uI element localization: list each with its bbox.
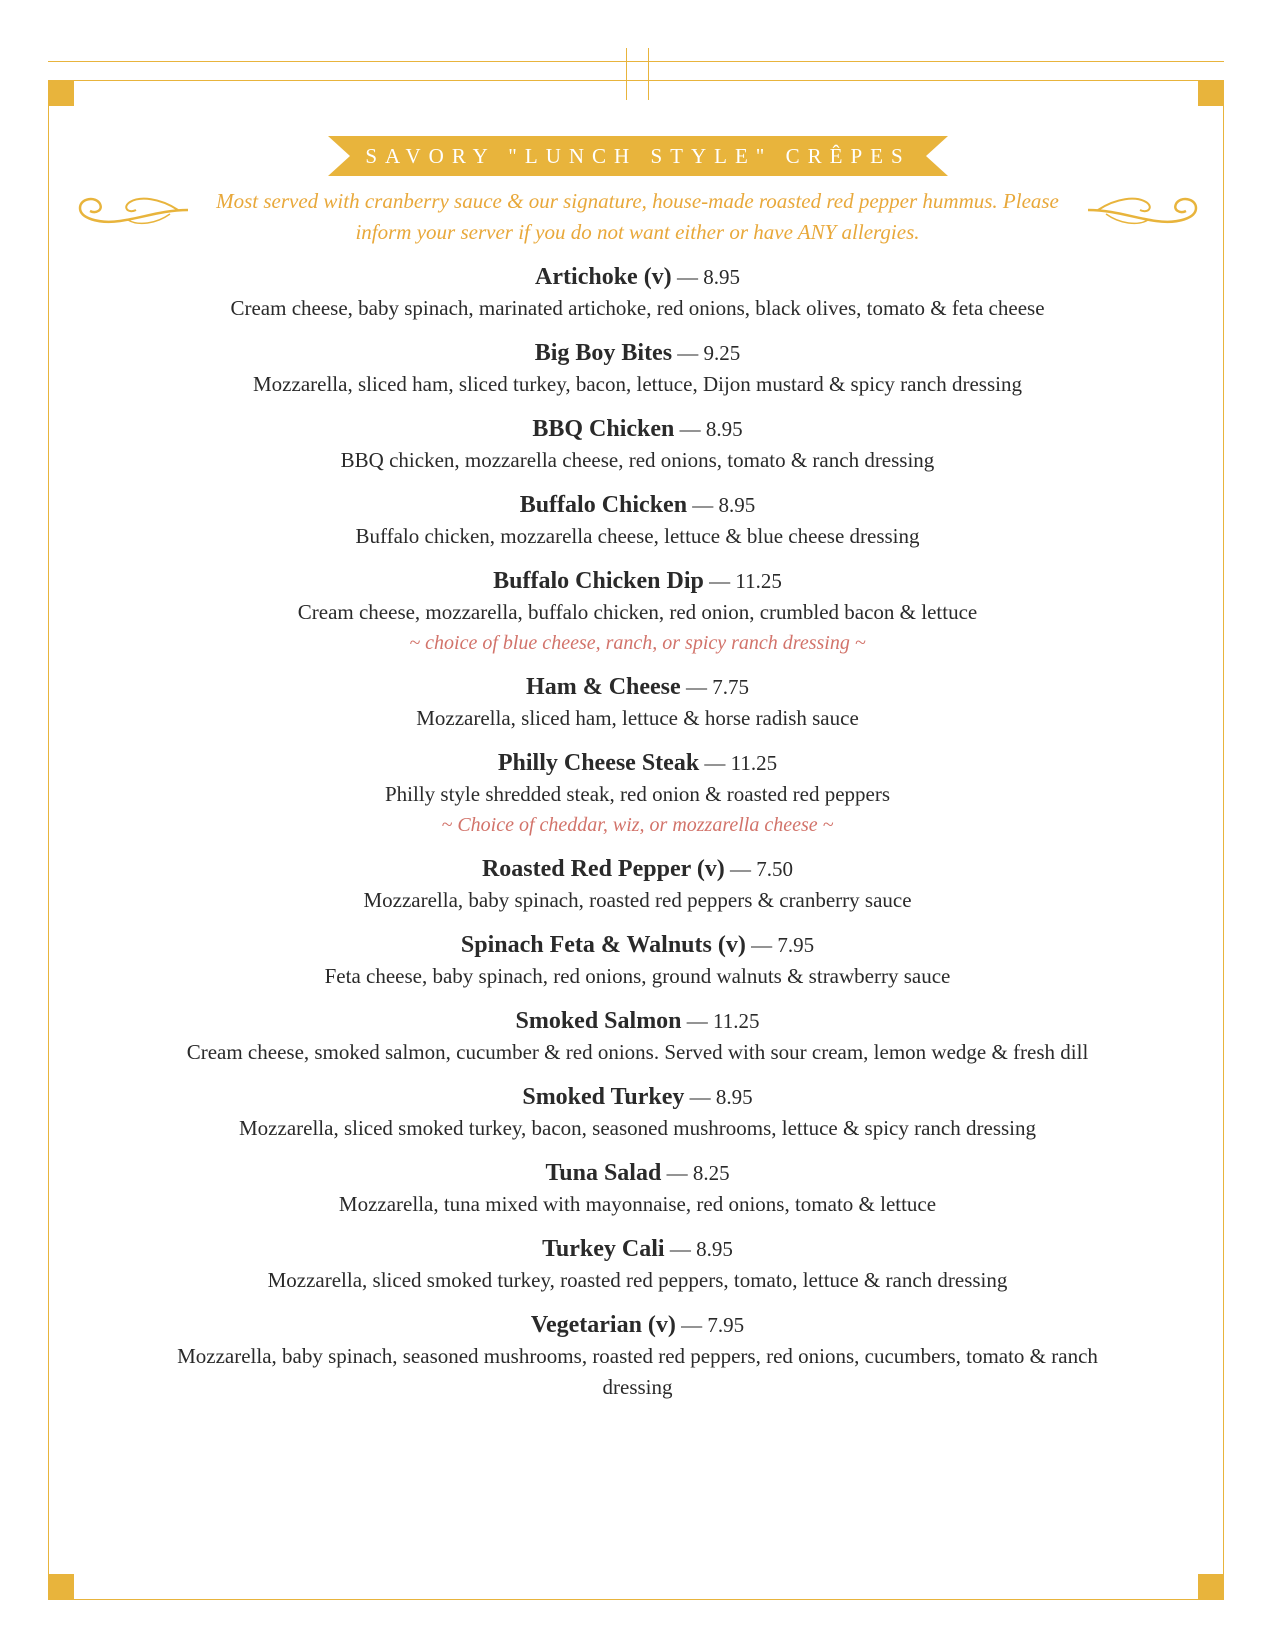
menu-item bbox=[140, 930, 1135, 992]
price-separator: — bbox=[672, 341, 704, 365]
price-separator: — bbox=[703, 569, 736, 593]
menu-item-description: Cream cheese, smoked salmon, cucumber & red onions. Served with sour cream, lemon wedge & fresh dill bbox=[186, 1040, 1089, 1064]
menu-item-name: Philly Cheese Steak bbox=[497, 750, 700, 776]
menu-item-price: 7.95 bbox=[707, 1313, 745, 1337]
menu-item-description: Feta cheese, baby spinach, red onions, ground walnuts & strawberry sauce bbox=[324, 964, 951, 988]
menu-item-title bbox=[140, 338, 1135, 369]
menu-item-description: Mozzarella, baby spinach, seasoned mushrooms, roasted red peppers, red onions, cucumbers, tomato & ranch dressing bbox=[177, 1344, 1098, 1399]
menu-item-title bbox=[140, 1006, 1135, 1037]
menu-item-description: Mozzarella, sliced smoked turkey, bacon, seasoned mushrooms, lettuce & spicy ranch dressing bbox=[239, 1116, 1036, 1140]
menu-item-title bbox=[140, 1234, 1135, 1265]
swirl-left-icon bbox=[70, 188, 190, 236]
menu-item-price: 8.95 bbox=[705, 417, 743, 441]
menu-item-price: 8.95 bbox=[696, 1237, 733, 1261]
price-separator: — bbox=[724, 857, 757, 881]
menu-item-price: 11.25 bbox=[730, 751, 778, 775]
corner-bottom-left bbox=[48, 1574, 74, 1600]
menu-item-title bbox=[140, 672, 1135, 703]
menu-item-note: ~ choice of blue cheese, ranch, or spicy ranch dressing ~ bbox=[409, 632, 866, 654]
menu-item-price: 8.95 bbox=[703, 265, 740, 289]
menu-item-title bbox=[140, 854, 1135, 885]
menu-item-description: Cream cheese, baby spinach, marinated artichoke, red onions, black olives, tomato & feta cheese bbox=[230, 296, 1045, 320]
menu-item bbox=[140, 1006, 1135, 1068]
menu-item-price: 7.95 bbox=[777, 933, 815, 957]
price-separator: — bbox=[664, 1237, 697, 1261]
menu-item bbox=[140, 748, 1135, 840]
menu-item-title bbox=[140, 566, 1135, 597]
menu-item-description: Philly style shredded steak, red onion & roasted red peppers bbox=[384, 782, 891, 806]
menu-item-title bbox=[140, 414, 1135, 445]
menu-item-description: Mozzarella, tuna mixed with mayonnaise, red onions, tomato & lettuce bbox=[338, 1192, 937, 1216]
menu-item-description: Mozzarella, sliced smoked turkey, roasted red peppers, tomato, lettuce & ranch dressing bbox=[267, 1268, 1008, 1292]
menu-item-name: Vegetarian (v) bbox=[530, 1312, 676, 1338]
menu-item-price: 8.95 bbox=[718, 493, 756, 517]
menu-item bbox=[140, 854, 1135, 916]
menu-item bbox=[140, 1310, 1135, 1403]
price-separator: — bbox=[674, 417, 706, 441]
menu-item-title bbox=[140, 262, 1135, 293]
menu-item bbox=[140, 1082, 1135, 1144]
menu-item-description: Buffalo chicken, mozzarella cheese, lettuce & blue cheese dressing bbox=[355, 524, 920, 548]
menu-item bbox=[140, 414, 1135, 476]
menu-item-name: Turkey Cali bbox=[542, 1236, 665, 1262]
menu-item-name: Ham & Cheese bbox=[526, 674, 681, 700]
menu-item bbox=[140, 338, 1135, 400]
menu-item-name: Buffalo Chicken Dip bbox=[493, 568, 704, 594]
section-title: SAVORY "LUNCH STYLE" CRÊPES bbox=[365, 144, 911, 168]
price-separator: — bbox=[699, 751, 731, 775]
menu-item bbox=[140, 490, 1135, 552]
menu-item bbox=[140, 672, 1135, 734]
price-separator: — bbox=[661, 1161, 693, 1185]
menu-item-name: Smoked Salmon bbox=[515, 1008, 682, 1034]
price-separator: — bbox=[680, 675, 713, 699]
price-separator: — bbox=[684, 1085, 716, 1109]
menu-item-note: ~ Choice of cheddar, wiz, or mozzarella cheese ~ bbox=[441, 814, 834, 836]
menu-item-description: BBQ chicken, mozzarella cheese, red onions, tomato & ranch dressing bbox=[340, 448, 935, 472]
menu-item-name: Smoked Turkey bbox=[522, 1084, 685, 1110]
price-separator: — bbox=[675, 1313, 708, 1337]
menu-item-name: Roasted Red Pepper (v) bbox=[481, 856, 725, 882]
price-separator: — bbox=[671, 265, 704, 289]
menu-item-name: Big Boy Bites bbox=[534, 340, 673, 366]
menu-item-price: 9.25 bbox=[703, 341, 741, 365]
menu-item-price: 8.95 bbox=[715, 1085, 753, 1109]
menu-item bbox=[140, 1234, 1135, 1296]
menu-item-price: 11.25 bbox=[713, 1009, 760, 1033]
menu-item-name: Tuna Salad bbox=[545, 1160, 662, 1186]
menu-items-list bbox=[140, 262, 1135, 1417]
menu-item-name: BBQ Chicken bbox=[532, 416, 675, 442]
menu-item-name: Buffalo Chicken bbox=[519, 492, 688, 518]
top-rule bbox=[48, 61, 1224, 62]
menu-item-description: Mozzarella, sliced ham, lettuce & horse radish sauce bbox=[416, 706, 859, 730]
menu-item-title bbox=[140, 1310, 1135, 1341]
menu-item-title bbox=[140, 1158, 1135, 1189]
menu-item-description: Cream cheese, mozzarella, buffalo chicken, red onion, crumbled bacon & lettuce bbox=[297, 600, 978, 624]
section-subtitle: Most served with cranberry sauce & our signature, house-made roasted red pepper hummus. Please inform your server if you do not want either or have ANY allergies. bbox=[216, 189, 1059, 244]
menu-item bbox=[140, 262, 1135, 324]
menu-item-title bbox=[140, 490, 1135, 521]
menu-item-title bbox=[140, 930, 1135, 961]
section-banner bbox=[328, 136, 948, 176]
swirl-right-icon bbox=[1086, 188, 1206, 236]
corner-bottom-right bbox=[1198, 1574, 1224, 1600]
menu-item bbox=[140, 1158, 1135, 1220]
menu-item-title bbox=[140, 748, 1135, 779]
menu-item-description: Mozzarella, baby spinach, roasted red peppers & cranberry sauce bbox=[363, 888, 912, 912]
menu-item-title bbox=[140, 1082, 1135, 1113]
price-separator: — bbox=[681, 1009, 714, 1033]
menu-item-name: Spinach Feta & Walnuts (v) bbox=[460, 932, 746, 958]
menu-item-price: 8.25 bbox=[692, 1161, 730, 1185]
menu-item-name: Artichoke (v) bbox=[535, 264, 672, 290]
corner-top-right bbox=[1198, 80, 1224, 106]
menu-item-description: Mozzarella, sliced ham, sliced turkey, bacon, lettuce, Dijon mustard & spicy ranch dressing bbox=[253, 372, 1022, 396]
menu-item-price: 7.75 bbox=[712, 675, 749, 699]
price-separator: — bbox=[745, 933, 778, 957]
menu-item-price: 7.50 bbox=[756, 857, 794, 881]
corner-top-left bbox=[48, 80, 74, 106]
menu-item bbox=[140, 566, 1135, 658]
menu-item-price: 11.25 bbox=[735, 569, 782, 593]
price-separator: — bbox=[687, 493, 719, 517]
